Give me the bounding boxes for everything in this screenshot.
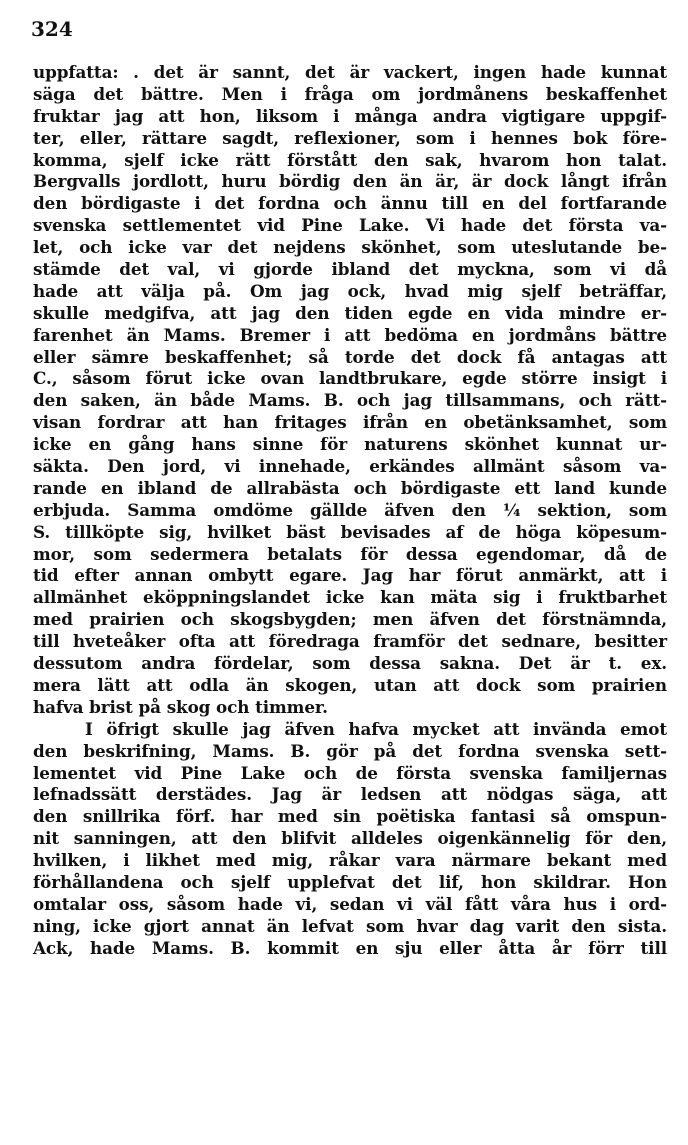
text-line: svenska settlementet vid Pine Lake. Vi hade det första va- [33, 215, 667, 236]
text-line: ning, icke gjort annat än lefvat som hvar dag varit den sista. [33, 915, 667, 936]
text-line: Ack, hade Mams. B. kommit en sju eller åtta år förr till [33, 937, 667, 958]
text-line: Bergvalls jordlott, huru bördig den än är, är dock långt ifrån [33, 171, 667, 192]
text-line: tid efter annan ombytt egare. Jag har förut anmärkt, att i [33, 565, 667, 586]
text-line: med prairien och skogsbygden; men äfven det förstnämnda, [33, 609, 667, 630]
text-line: C., såsom förut icke ovan landtbrukare, egde större insigt i [33, 368, 667, 389]
text-line: let, och icke var det nejdens skönhet, som uteslutande be- [33, 237, 667, 258]
text-line: förhållandena och sjelf upplefvat det lif, hon skildrar. Hon [33, 871, 667, 892]
text-line: säga det bättre. Men i fråga om jordmånens beskaffenhet [33, 83, 667, 104]
text-line: eller sämre beskaffenhet; så torde det dock få antagas att [33, 346, 667, 367]
text-line: ter, eller, rättare sagdt, reflexioner, som i hennes bok före- [33, 127, 667, 148]
text-line: nit sanningen, att den blifvit alldeles oigenkännelig för den, [33, 828, 667, 849]
text-line: den snillrika förf. har med sin poëtiska fantasi så omspun- [33, 806, 667, 827]
text-line: lementet vid Pine Lake och de första svenska familjernas [33, 762, 667, 783]
text-line: den beskrifning, Mams. B. gör på det fordna svenska sett- [33, 740, 667, 761]
text-line: rande en ibland de allrabästa och bördigaste ett land kunde [33, 477, 667, 498]
text-line: hafva brist på skog och timmer. [33, 696, 328, 717]
text-line: erbjuda. Samma omdöme gällde äfven den ¼ sektion, som [33, 499, 667, 520]
text-line: hade att välja på. Om jag ock, hvad mig sjelf beträffar, [33, 280, 667, 301]
text-line: den saken, än både Mams. B. och jag tillsammans, och rätt- [33, 390, 667, 411]
text-line: I öfrigt skulle jag äfven hafva mycket att invända emot [85, 718, 667, 739]
text-line: S. tillköpte sig, hvilket bäst bevisades af de höga köpesum- [33, 521, 667, 542]
text-line: hvilken, i likhet med mig, råkar vara närmare bekant med [33, 850, 667, 871]
text-line: mor, som sedermera betalats för dessa egendomar, då de [33, 543, 667, 564]
body-text [33, 62, 667, 960]
text-line: till hveteåker ofta att föredraga framför det sednare, besitter [33, 631, 667, 652]
text-line: dessutom andra fördelar, som dessa sakna. Det är t. ex. [33, 653, 667, 674]
text-line: skulle medgifva, att jag den tiden egde en vida mindre er- [33, 302, 667, 323]
text-line: icke en gång hans sinne för naturens skönhet kunnat ur- [33, 434, 667, 455]
text-line: uppfatta: . det är sannt, det är vackert, ingen hade kunnat [33, 62, 667, 82]
text-line: komma, sjelf icke rätt förstått den sak, hvarom hon talat. [33, 149, 667, 170]
text-line: omtalar oss, såsom hade vi, sedan vi väl fått våra hus i ord- [33, 893, 667, 914]
text-line: den bördigaste i det fordna och ännu till en del fortfarande [33, 193, 667, 214]
text-line: visan fordrar att han fritages ifrån en obetänksamhet, som [33, 412, 667, 433]
text-line: lefnadssätt derstädes. Jag är ledsen att nödgas säga, att [33, 784, 667, 805]
text-line: fruktar jag att hon, liksom i många andra vigtigare uppgif- [33, 105, 667, 126]
text-line: stämde det val, vi gjorde ibland det myckna, som vi då [33, 259, 667, 280]
text-line: mera lätt att odla än skogen, utan att dock som prairien [33, 674, 667, 695]
page-number: 324 [31, 17, 73, 41]
text-line: säkta. Den jord, vi innehade, erkändes allmänt såsom va- [33, 456, 667, 477]
text-line: farenhet än Mams. Bremer i att bedöma en jordmåns bättre [33, 324, 667, 345]
text-line: allmänhet eköppningslandet icke kan mäta sig i fruktbarhet [33, 587, 667, 608]
